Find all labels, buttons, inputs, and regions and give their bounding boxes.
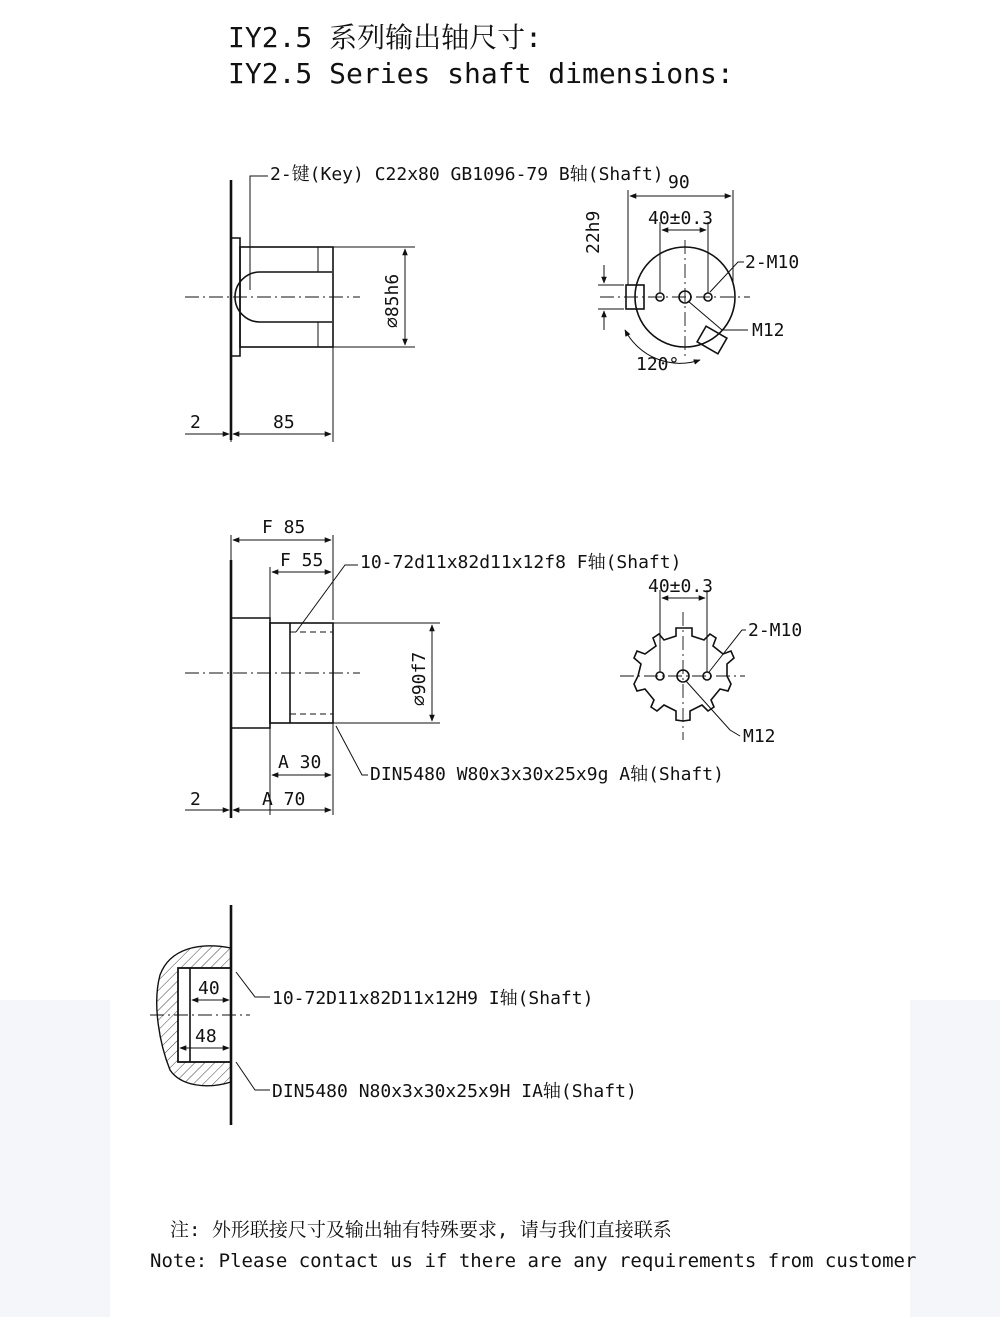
dim-85: 85 bbox=[273, 412, 295, 433]
dim-40: 40±0.3 bbox=[648, 208, 714, 229]
spline-diameter-label: ∅90f7 bbox=[409, 651, 430, 706]
note-en: Note: Please contact us if there are any requirements from customer bbox=[150, 1250, 917, 1272]
dim-22h9: 22h9 bbox=[583, 210, 604, 254]
note-cn: 注: 外形联接尺寸及输出轴有特殊要求, 请与我们直接联系 bbox=[170, 1219, 672, 1241]
spline-thread-2m10: 2-M10 bbox=[748, 620, 803, 641]
dim-48-hollow: 48 bbox=[195, 1026, 217, 1047]
thread-2m10: 2-M10 bbox=[745, 252, 800, 273]
spline-profile bbox=[634, 628, 734, 721]
dim-a30: A 30 bbox=[278, 752, 322, 773]
title-line-en: IY2.5 Series shaft dimensions: bbox=[228, 57, 734, 90]
spline-dim-40: 40±0.3 bbox=[648, 576, 714, 597]
dim-2-lower: 2 bbox=[190, 789, 201, 810]
i-shaft-label: 10-72D11x82D11x12H9 I轴(Shaft) bbox=[272, 988, 594, 1009]
spline-thread-m12: M12 bbox=[743, 726, 776, 747]
dim-a70: A 70 bbox=[262, 789, 306, 810]
b-shaft-side-view bbox=[185, 164, 664, 442]
a-shaft-label: DIN5480 W80x3x30x25x9g A轴(Shaft) bbox=[370, 764, 724, 785]
angle-120: 120° bbox=[636, 354, 680, 375]
b-shaft-end-view bbox=[583, 172, 799, 375]
thread-m12: M12 bbox=[752, 320, 785, 341]
f-shaft-label: 10-72d11x82d11x12f8 F轴(Shaft) bbox=[360, 552, 682, 573]
dim-90: 90 bbox=[668, 172, 690, 193]
ia-shaft-label: DIN5480 N80x3x30x25x9H IA轴(Shaft) bbox=[272, 1081, 637, 1102]
dim-2: 2 bbox=[190, 412, 201, 433]
spline-shaft-end-view bbox=[620, 576, 802, 747]
title-line-cn: IY2.5 系列输出轴尺寸: bbox=[228, 21, 543, 54]
dim-f55: F 55 bbox=[280, 550, 324, 571]
dim-40-hollow: 40 bbox=[198, 978, 220, 999]
key-label: 2-键(Key) C22x80 GB1096-79 B轴(Shaft) bbox=[270, 164, 664, 185]
b-diameter-label: ∅85h6 bbox=[382, 273, 403, 328]
spline-shaft-side-view bbox=[185, 517, 724, 818]
dim-f85: F 85 bbox=[262, 517, 306, 538]
